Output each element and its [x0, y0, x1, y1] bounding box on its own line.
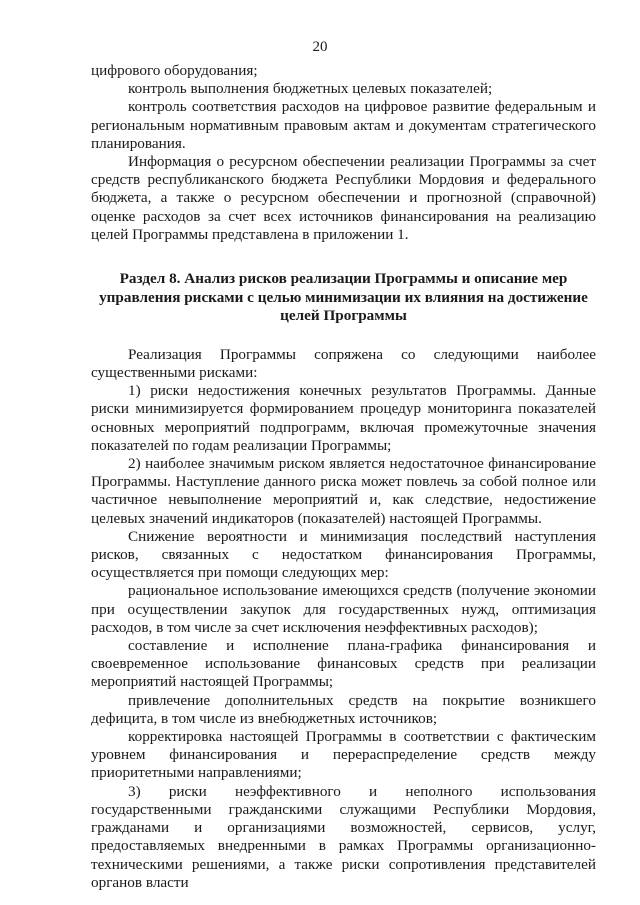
paragraph: контроль выполнения бюджетных целевых показателей;	[128, 80, 493, 98]
document-body	[91, 62, 596, 892]
paragraph: цифрового оборудования;	[91, 62, 258, 79]
paragraph: составление и исполнение плана-графика финансирования и своевременное использование финансовых средств при реализации мероприятий настоящей Программы;	[91, 637, 596, 691]
paragraph: корректировка настоящей Программы в соответствии с фактическим уровнем финансирования и перераспределение средств между приоритетными направлениями;	[91, 728, 596, 782]
paragraph: 1) риски недостижения конечных результатов Программы. Данные риски минимизируется формированием процедур мониторинга показателей основных мероприятий подпрограмм, включая промежуточные значения показателей по годам реализации Программы;	[91, 382, 596, 454]
section-heading: Раздел 8. Анализ рисков реализации Программы и описание мер управления рисками с целью минимизации их влияния на достижение целей Программы	[99, 270, 588, 325]
paragraph: рациональное использование имеющихся средств (получение экономии при осуществлении закупок для государственных нужд, оптимизация расходов, в том числе за счет исключения неэффективных расходов);	[91, 582, 596, 636]
paragraph: Реализация Программы сопряжена со следующими наиболее существенными рисками:	[91, 345, 596, 382]
paragraph: 3) риски неэффективного и неполного использования государственными гражданскими служащими Республики Мордовия, гражданами и организациями возможностей, сервисов, услуг, предоставляемых внедренными в рамках Программы организационно-техническими решениями, а также риски сопротивления представителей органов власти	[91, 782, 596, 891]
paragraph: Снижение вероятности и минимизация последствий наступления рисков, связанных с недостатком финансирования Программы, осуществляется при помощи следующих мер:	[91, 527, 596, 582]
paragraph: привлечение дополнительных средств на покрытие возникшего дефицита, в том числе из внебюджетных источников;	[91, 691, 596, 727]
page-number: 20	[312, 39, 328, 55]
paragraph: Информация о ресурсном обеспечении реализации Программы за счет средств республиканского бюджета Республики Мордовия и федерального бюджета, а также о ресурсном обеспечении и прогнозной (справочной) оценке расходов за счет всех источников финансирования на реализацию целей Программы представлена в приложении 1.	[91, 153, 596, 243]
paragraph: контроль соответствия расходов на цифровое развитие федеральным и региональным нормативным правовым актам и документам стратегического планирования.	[91, 98, 596, 152]
paragraph: 2) наиболее значимым риском является недостаточное финансирование Программы. Наступление данного риска может повлечь за собой полное или частичное невыполнение мероприятий и, как следствие, недостижение целевых значений индикаторов (показателей) настоящей Программы.	[91, 455, 596, 527]
